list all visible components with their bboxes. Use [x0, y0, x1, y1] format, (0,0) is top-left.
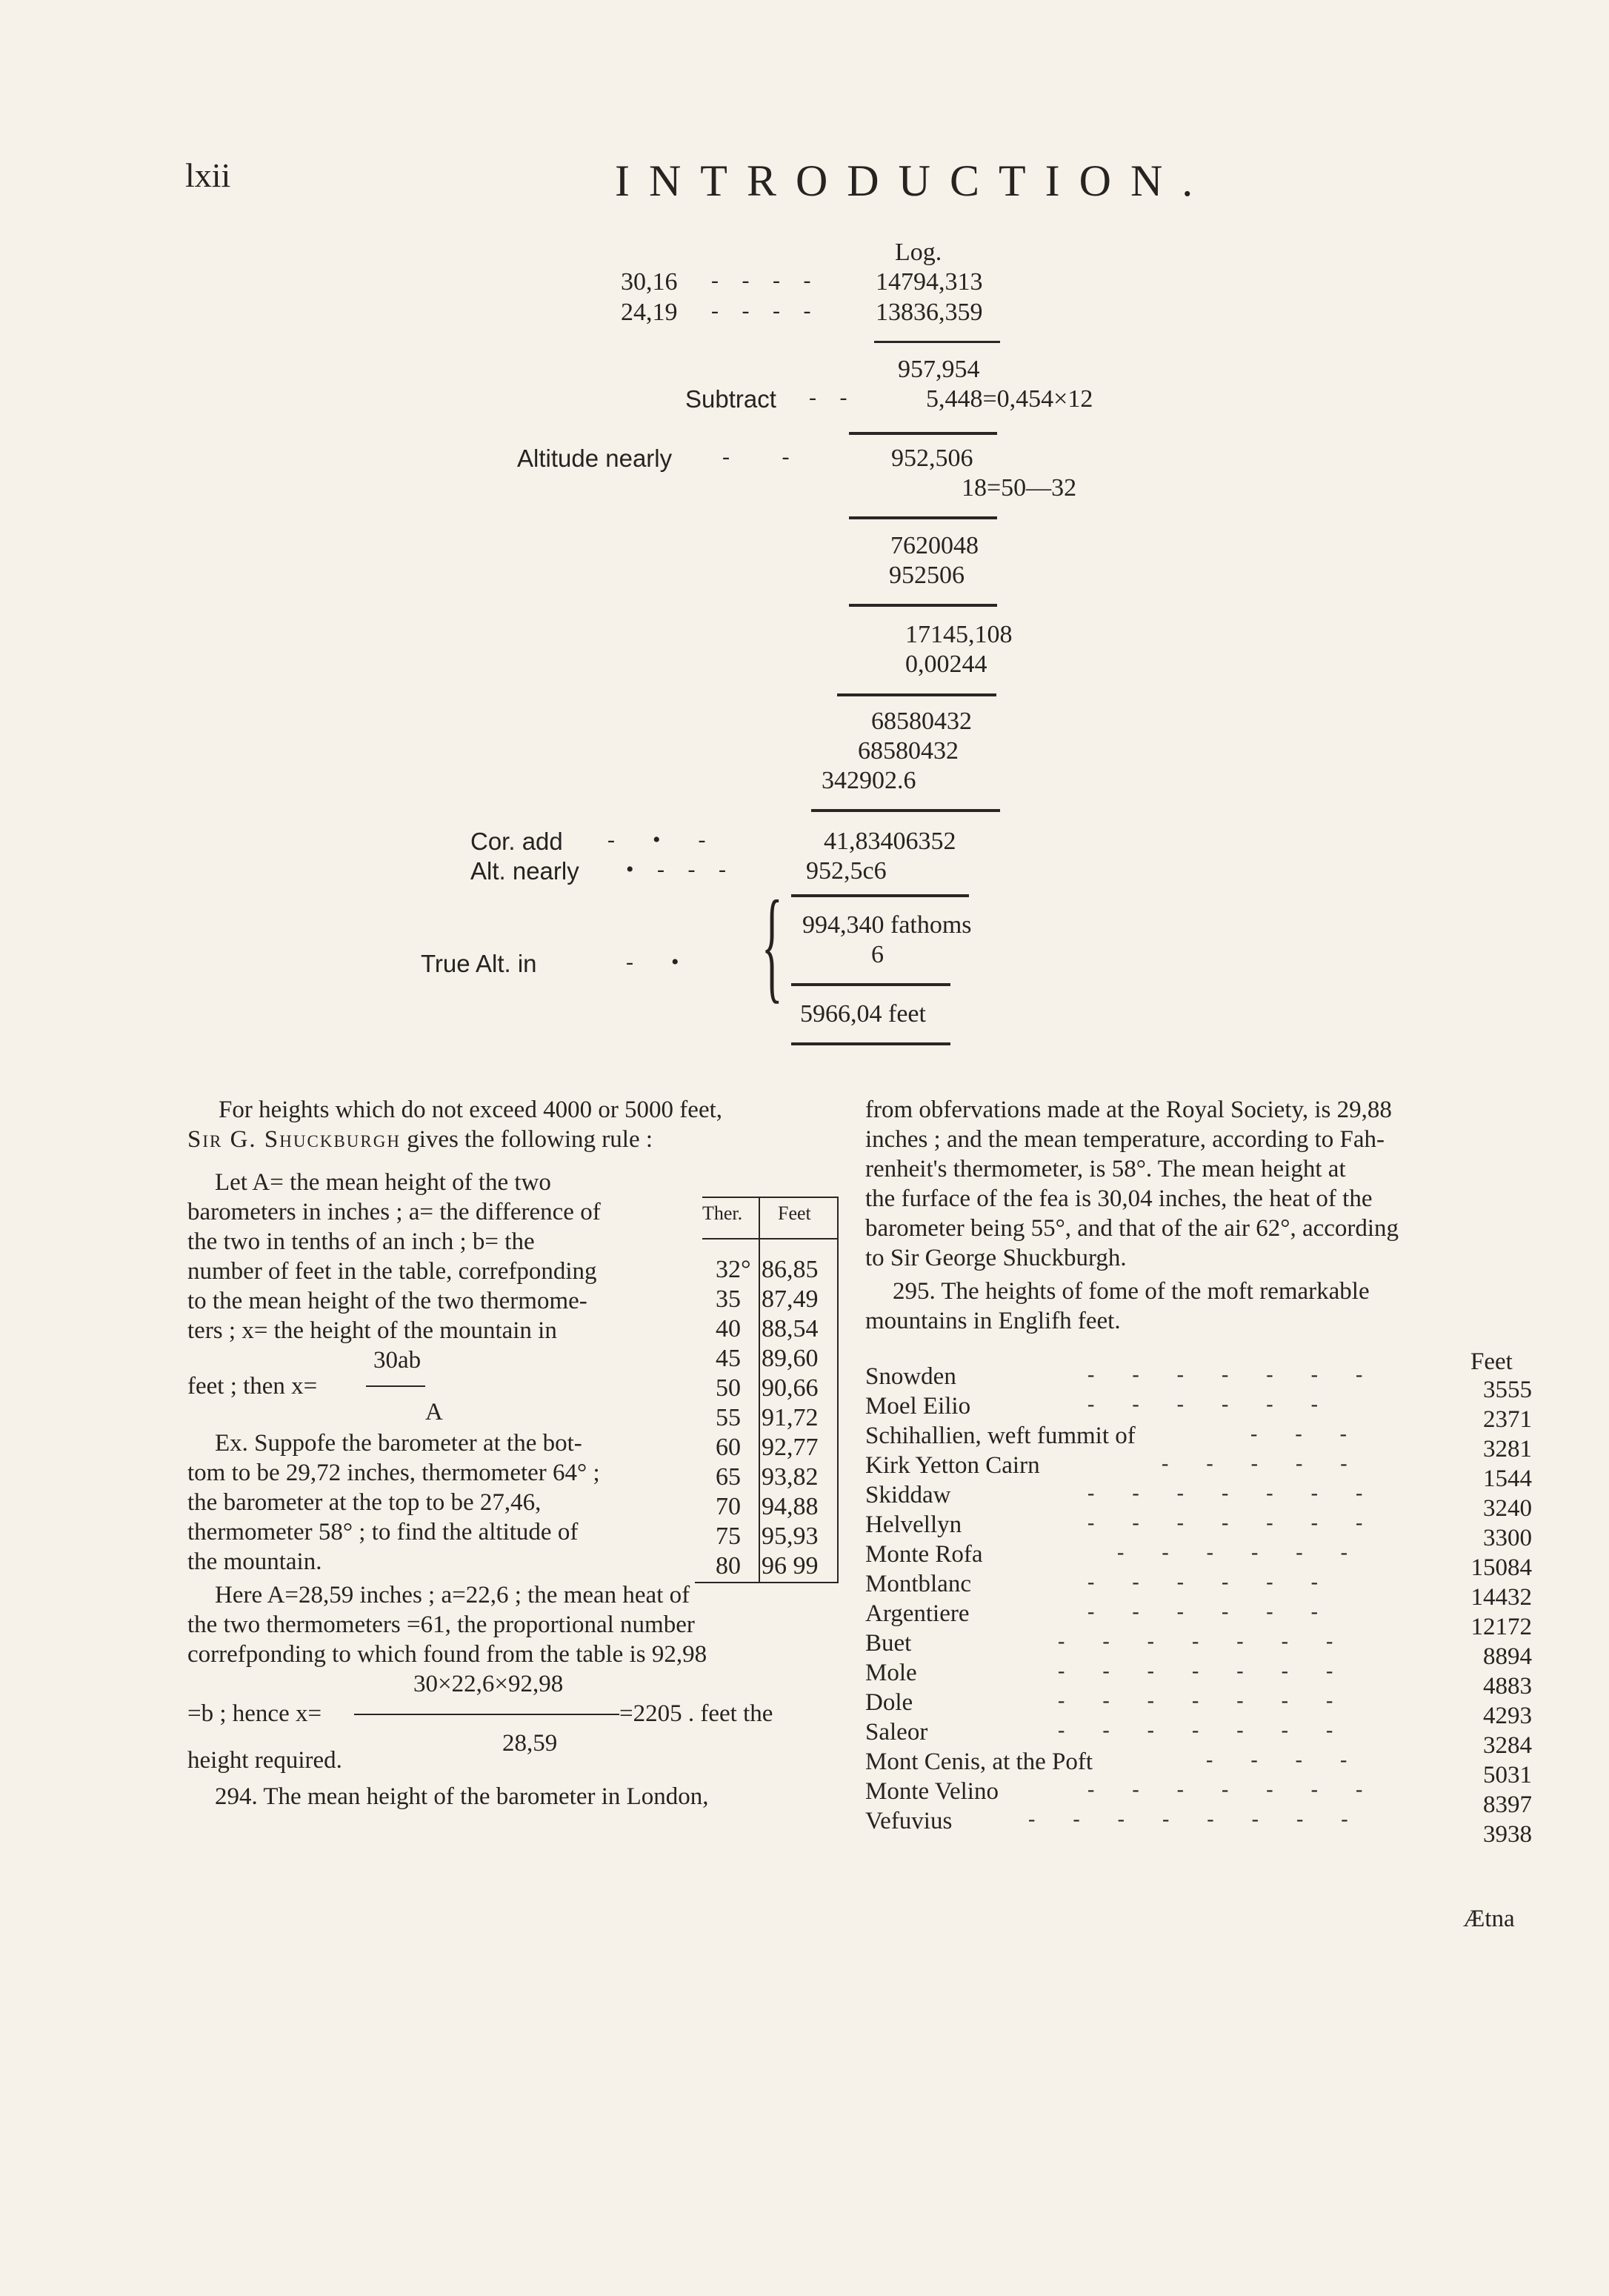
leader-dots: - - [809, 385, 856, 410]
leader-dots: - - - - [711, 268, 820, 293]
altitude-label: Altitude nearly [517, 445, 673, 472]
product-2: 952506 [889, 562, 965, 589]
formula-denominator: A [425, 1399, 443, 1425]
table-row: 75 95,93 [716, 1523, 819, 1550]
table-row: 80 96 99 [716, 1552, 819, 1580]
list-item: Helvellyn - - - - - - - 3300 [865, 1511, 1532, 1551]
paragraph-line: inches ; and the mean temperature, according to Fah- [865, 1126, 1385, 1153]
paragraph-line: from obfervations made at the Royal Society, is 29,88 [865, 1097, 1392, 1123]
product-1: 7620048 [890, 532, 979, 559]
intro-rest: gives the following rule : [407, 1126, 653, 1153]
here-line: correfponding to which found from the table is 92,98 [187, 1641, 707, 1668]
list-item: Argentiere - - - - - - 12172 [865, 1600, 1532, 1640]
altitude-value: 952,506 [891, 445, 973, 472]
table-row: 40 88,54 [716, 1315, 819, 1342]
height-required: height required. [187, 1747, 342, 1774]
calc-lhs: =b ; hence x= [187, 1700, 322, 1727]
table-row: 32° 86,85 [716, 1256, 819, 1283]
table-row: 60 92,77 [716, 1434, 819, 1461]
here-line: the two thermometers =61, the proportional number [187, 1611, 695, 1638]
header-ther: Ther. [702, 1202, 743, 1224]
barometer-log-1: 14794,313 [876, 268, 983, 296]
example-line: Ex. Suppofe the barometer at the bot- [215, 1430, 582, 1457]
barometer-reading-1: 30,16 [621, 268, 678, 296]
partial-product-2: 68580432 [858, 737, 959, 765]
rule-line: ters ; x= the height of the mountain in [187, 1317, 557, 1344]
example-line: the mountain. [187, 1548, 322, 1575]
degrees-line: 18=50—32 [962, 474, 1077, 502]
calc-numerator: 30×22,6×92,98 [413, 1671, 564, 1697]
barometer-log-2: 13836,359 [876, 299, 983, 326]
partial-product-3: 342902.6 [822, 767, 916, 794]
example-line: thermometer 58° ; to find the altitude of [187, 1519, 579, 1545]
list-item: Schihallien, weft fummit of - - - 3281 [865, 1422, 1532, 1463]
leader-dots: - • - [607, 828, 715, 852]
example-line: tom to be 29,72 inches, thermometer 64° ; [187, 1460, 600, 1486]
feet-header: Feet [1470, 1348, 1513, 1375]
alt-nearly-label: Alt. nearly [470, 857, 579, 885]
correction-value: 41,83406352 [824, 828, 956, 855]
sum-1: 17145,108 [905, 621, 1013, 648]
paragraph-295: mountains in Englifh feet. [865, 1308, 1121, 1334]
table-row: 65 93,82 [716, 1463, 819, 1491]
list-item: Dole - - - - - - - 4293 [865, 1689, 1532, 1729]
running-title: INTRODUCTION. [615, 156, 1213, 205]
subtract-label: Subtract [685, 385, 776, 413]
rule-line: number of feet in the table, correfponding [187, 1258, 597, 1285]
leader-dots: - • [626, 950, 688, 974]
table-row: 70 94,88 [716, 1493, 819, 1520]
leader-dots: - - [722, 445, 799, 469]
fathoms-value: 994,340 fathoms [802, 911, 972, 939]
rule-line: barometers in inches ; a= the difference of [187, 1199, 601, 1225]
page-number: lxii [185, 156, 231, 194]
partial-product-1: 68580432 [871, 708, 972, 735]
alt-nearly-value: 952,5c6 [806, 857, 887, 885]
example-line: the barometer at the top to be 27,46, [187, 1489, 542, 1516]
formula-lhs: feet ; then x= [187, 1373, 318, 1400]
leader-dots: - - - - [711, 299, 820, 323]
factor: 0,00244 [905, 650, 987, 678]
barometer-reading-2: 24,19 [621, 299, 678, 326]
feet-value: 5966,04 feet [800, 1000, 926, 1028]
table-row: 45 89,60 [716, 1345, 819, 1372]
catchword: Ætna [1463, 1906, 1515, 1932]
list-item: Mole - - - - - - - 4883 [865, 1660, 1532, 1700]
list-item: Moel Eilio - - - - - - 2371 [865, 1393, 1532, 1433]
header-feet: Feet [778, 1202, 811, 1224]
list-item: Snowden - - - - - - - 3555 [865, 1363, 1532, 1403]
paragraph-line: to Sir George Shuckburgh. [865, 1245, 1127, 1271]
paragraph-295: 295. The heights of fome of the moft remarkable [893, 1278, 1370, 1305]
table-row: 35 87,49 [716, 1285, 819, 1313]
list-item: Mont Cenis, at the Poft - - - - 5031 [865, 1748, 1532, 1788]
list-item: Montblanc - - - - - - 14432 [865, 1571, 1532, 1611]
leader-dots: • - - - [626, 857, 735, 882]
list-item: Saleor - - - - - - - 3284 [865, 1719, 1532, 1759]
paragraph-line: barometer being 55°, and that of the air 62°, according [865, 1215, 1399, 1242]
author-name: Sir G. Shuckburgh [187, 1126, 401, 1153]
subtract-value: 5,448=0,454×12 [926, 385, 1093, 413]
log-difference: 957,954 [898, 356, 980, 383]
here-line: Here A=28,59 inches ; a=22,6 ; the mean heat of [215, 1582, 690, 1608]
list-item: Kirk Yetton Cairn - - - - - 1544 [865, 1452, 1532, 1492]
formula-numerator: 30ab [373, 1347, 422, 1374]
list-item: Monte Rofa - - - - - - 15084 [865, 1541, 1532, 1581]
paragraph-294: 294. The mean height of the barometer in London, [215, 1783, 709, 1810]
rule-line: the two in tenths of an inch ; b= the [187, 1228, 535, 1255]
table-row: 55 91,72 [716, 1404, 819, 1431]
multiplier: 6 [871, 941, 884, 968]
list-item: Buet - - - - - - - 8894 [865, 1630, 1532, 1670]
rule-line: to the mean height of the two thermome- [187, 1288, 587, 1314]
list-item: Skiddaw - - - - - - - 3240 [865, 1482, 1532, 1522]
list-item: Monte Velino - - - - - - - 8397 [865, 1778, 1532, 1818]
table-row: 50 90,66 [716, 1374, 819, 1402]
left-brace: { [762, 875, 783, 1014]
correction-label: Cor. add [470, 828, 563, 855]
calc-result: =2205 . feet the [619, 1700, 773, 1727]
intro-line: For heights which do not exceed 4000 or 5000 feet, [219, 1097, 723, 1123]
log-header: Log. [895, 239, 942, 266]
rule-line: Let A= the mean height of the two [215, 1169, 551, 1196]
calc-denominator: 28,59 [502, 1730, 558, 1757]
true-alt-label: True Alt. in [421, 950, 537, 977]
list-item: Vefuvius - - - - - - - - 3938 [865, 1808, 1532, 1848]
paragraph-line: renheit's thermometer, is 58°. The mean height at [865, 1156, 1346, 1182]
paragraph-line: the furface of the fea is 30,04 inches, the heat of the [865, 1185, 1373, 1212]
